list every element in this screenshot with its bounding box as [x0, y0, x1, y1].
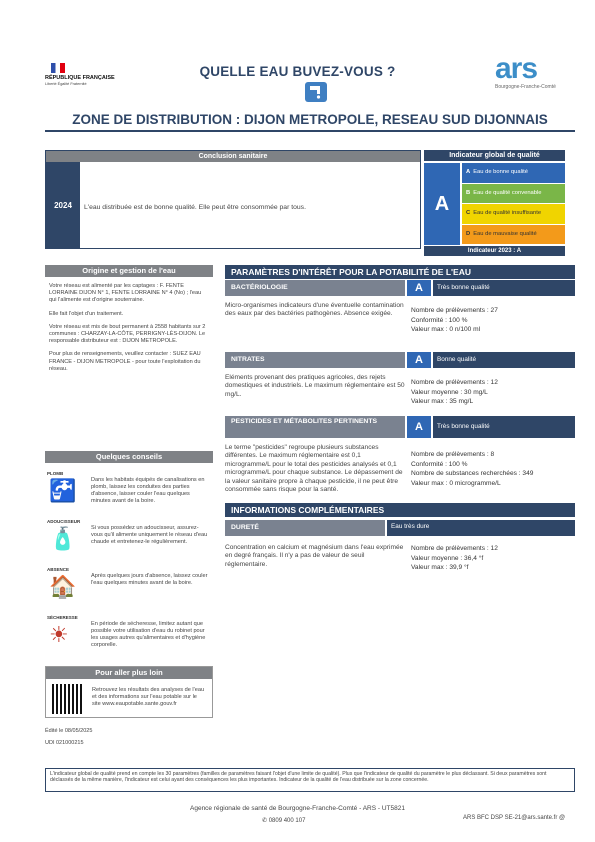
advice-item	[45, 519, 213, 565]
advice-text: Dans les habitats équipés de canalisations en plomb, laissez les conduites des parties d'absence, laisser couler l'eau quelques minutes avant de la boire.	[91, 477, 205, 504]
indicator-level-letter: B	[466, 189, 471, 196]
indicator-level-letter: A	[466, 169, 471, 175]
parameter-stat: Nombre de prélèvements : 8	[411, 451, 495, 458]
parameter-section	[225, 280, 575, 350]
complementary-header: INFORMATIONS COMPLÉMENTAIRES	[225, 503, 575, 517]
hardness-description: Concentration en calcium et magnésium dans l'eau exprimée en degré français. Il n'y a pas de valeur de seuil réglementaire.	[225, 544, 404, 568]
ars-logo	[495, 54, 575, 104]
drought-icon: ☀	[49, 622, 69, 647]
hardness-section	[225, 520, 575, 582]
parameter-title: BACTÉRIOLOGIE	[225, 280, 405, 296]
hardness-title: DURETÉ	[225, 520, 385, 536]
indicator-level-label: Eau de mauvaise qualité	[473, 230, 537, 237]
indicator-level-d	[462, 225, 565, 245]
conclusion-box	[45, 150, 421, 249]
more-box	[45, 666, 213, 718]
parameter-quality: Bonne qualité	[433, 352, 575, 368]
tap-pipe-icon: 🚰	[49, 478, 77, 503]
parameter-stat: Conformité : 100 %	[411, 316, 468, 324]
conclusion-text: L'eau distribuée est de bonne qualité. Elle peut être consommée par tous.	[84, 204, 306, 211]
advice-box	[45, 451, 213, 661]
advice-label: PLOMB	[47, 471, 64, 476]
softener-icon: 🧴	[49, 526, 77, 551]
parameter-description: Eléments provenant des pratiques agricoles, des rejets domestiques et industriels. Le maximum réglementaire est 50 mg/L.	[225, 374, 405, 398]
zone-title-box	[45, 108, 575, 132]
advice-label: ABSENCE	[47, 567, 70, 572]
parameter-stat: Valeur max : 0 microgramme/L	[411, 479, 501, 487]
advice-label: SÉCHERESSE	[47, 615, 78, 620]
hardness-stat: Valeur moyenne : 36,4 °f	[411, 554, 484, 562]
footer-phone-text: 0809 400 107	[268, 818, 306, 824]
page-title: QUELLE EAU BUVEZ-VOUS ?	[199, 64, 396, 79]
footnote: L'indicateur global de qualité prend en compte les 30 paramètres (familles de paramètres faisant l'objet d'une limite de qualité). Plus que l'indicateur de qualité du paramètre le plus déclassant. Si deux paramètres sont déclassés de la même manière, l'indicateur est celui ayant des conséquences les plus importantes. Indicateur de la qualité de l'eau distribuée sur la zone concernée.	[50, 771, 547, 784]
indicator-level-letter: C	[466, 210, 471, 216]
parameters-header: PARAMÈTRES D'INTÉRÊT POUR LA POTABILITÉ DE L'EAU	[225, 265, 575, 279]
flag-icon	[51, 63, 65, 73]
hardness-quality: Eau très dure	[387, 520, 575, 536]
parameter-stat: Valeur moyenne : 30 mg/L	[411, 388, 488, 396]
quality-indicator	[424, 150, 565, 256]
advice-label: ADOUCISSEUR	[47, 519, 81, 524]
parameter-description: Le terme "pesticides" regroupe plusieurs substances différentes. Le maximum réglementaire est 0,1 microgramme/L pour le total des pesticides analysés et 0,1 microgramme/L pour chaque substance. Le dépassement de la valeur sanitaire propre à chaque pesticide, il ne peut être consommée sans risque pour la santé.	[225, 444, 403, 494]
indicator-header: Indicateur global de qualité	[424, 150, 565, 161]
footer-site[interactable]	[463, 815, 565, 821]
house-icon: 🏠	[49, 574, 77, 599]
origin-paragraph: Elle fait l'objet d'un traitement.	[49, 310, 124, 317]
origin-paragraph: Votre réseau est mis de bout permanent à 2558 habitants sur 2 communes : CHARZAY-LA-CÔTE, PERRIGNY-LÈS-DIJON. Le responsable distributeur est : DIJON METROPOLE.	[49, 323, 206, 345]
parameter-stats	[411, 378, 498, 407]
footer-agency: Agence régionale de santé de Bourgogne-Franche-Comté - ARS - UT5821	[190, 805, 405, 812]
parameter-stat: Valeur max : 35 mg/L	[411, 398, 474, 405]
qr-code[interactable]	[52, 684, 82, 714]
ars-region: Bourgogne-Franche-Comté	[495, 84, 556, 90]
republique-francaise-logo	[45, 63, 115, 105]
parameter-title: NITRATES	[225, 352, 405, 368]
parameter-stat: Nombre de prélèvements : 27	[411, 307, 498, 314]
advice-text: Après quelques jours d'absence, laissez couler l'eau quelques minutes avant de la boire.	[91, 573, 208, 586]
origin-paragraph: Votre réseau est alimenté par les captages : F. FENTE LORRAINE DIJON N° 1, FENTE LORRAINE N° 4 (No) ; l'eau qui l'alimente est d'origine souterraine.	[49, 283, 202, 304]
indicator-footer: Indicateur 2023 : A	[424, 246, 565, 256]
advice-item	[45, 567, 213, 613]
hardness-stat: Nombre de prélèvements : 12	[411, 545, 498, 552]
parameter-stat: Nombre de substances recherchées : 349	[411, 470, 534, 477]
zone-title: ZONE DE DISTRIBUTION : DIJON METROPOLE, RESEAU SUD DIJONNAIS	[72, 112, 548, 127]
origin-paragraph: Pour plus de renseignements, veuillez contacter : SUEZ EAU FRANCE - DIJON METROPOLE - pour toute l'exploitation du réseau.	[49, 351, 201, 372]
parameter-title: PESTICIDES ET MÉTABOLITES PERTINENTS	[225, 416, 405, 438]
rf-motto: Liberté Égalité Fraternité	[45, 82, 87, 86]
origin-header: Origine et gestion de l'eau	[45, 265, 213, 277]
conclusion-year: 2024	[46, 162, 80, 248]
indicator-level-label: Eau de qualité convenable	[473, 189, 542, 196]
parameter-stats	[411, 450, 533, 488]
rf-text: RÉPUBLIQUE FRANÇAISE	[45, 75, 115, 81]
parameter-stat: Nombre de prélèvements : 12	[411, 379, 498, 386]
origin-box	[45, 265, 213, 409]
parameter-quality: Très bonne qualité	[433, 416, 575, 438]
parameter-quality: Très bonne qualité	[433, 280, 575, 296]
phone-icon: ✆	[262, 818, 269, 824]
advice-item	[45, 615, 213, 661]
parameter-stat: Valeur max : 0 n/100 ml	[411, 326, 481, 333]
parameter-section	[225, 416, 575, 494]
footnote-box	[45, 768, 575, 792]
conclusion-header: Conclusion sanitaire	[46, 151, 420, 162]
indicator-grade: A	[424, 163, 460, 245]
indicator-level-c	[462, 204, 565, 224]
advice-item	[45, 471, 213, 517]
edit-date: Édité le 08/05/2025	[45, 728, 93, 734]
parameter-stat: Conformité : 100 %	[411, 460, 468, 468]
indicator-level-label: Eau de qualité insuffisante	[473, 210, 542, 216]
more-header: Pour aller plus loin	[46, 667, 212, 679]
parameter-grade: A	[407, 352, 431, 368]
udi-code: UDI 021000215	[45, 740, 84, 746]
parameter-stats	[411, 306, 498, 335]
indicator-level-letter: D	[466, 230, 471, 237]
parameter-grade: A	[407, 416, 431, 438]
ars-logo-text: ars	[495, 52, 538, 85]
hardness-stat: Valeur max : 39,9 °f	[411, 564, 469, 571]
footer-site-text[interactable]: ARS BFC DSP SE-21@ars.sante.fr	[463, 815, 558, 821]
indicator-level-b	[462, 184, 565, 204]
parameter-section	[225, 352, 575, 422]
parameter-description: Micro-organismes indicateurs d'une éventuelle contamination des eaux par des bactéries pathogènes. Absence exigée.	[225, 302, 404, 318]
indicator-level-label: Eau de bonne qualité	[473, 169, 528, 175]
advice-header: Quelques conseils	[45, 451, 213, 463]
footer-phone	[262, 817, 305, 824]
parameter-grade: A	[407, 280, 431, 296]
indicator-level-a	[462, 163, 565, 183]
more-text: Retrouvez les résultats des analyses de l'eau et des informations sur l'eau potable sur le site www.eaupotable.sante.gouv.fr	[92, 687, 205, 707]
email-icon: @	[557, 815, 566, 821]
advice-text: En période de sécheresse, limitez autant que possible votre utilisation d'eau du robinet pour les usages autres qu'alimentaires et d'hygiène corporelle.	[91, 621, 206, 648]
water-tap-icon	[305, 82, 327, 102]
advice-text: Si vous possédez un adoucisseur, assurez-vous qu'il alimente uniquement le réseau d'eau chaude et entretenez-le régulièrement.	[91, 525, 208, 545]
